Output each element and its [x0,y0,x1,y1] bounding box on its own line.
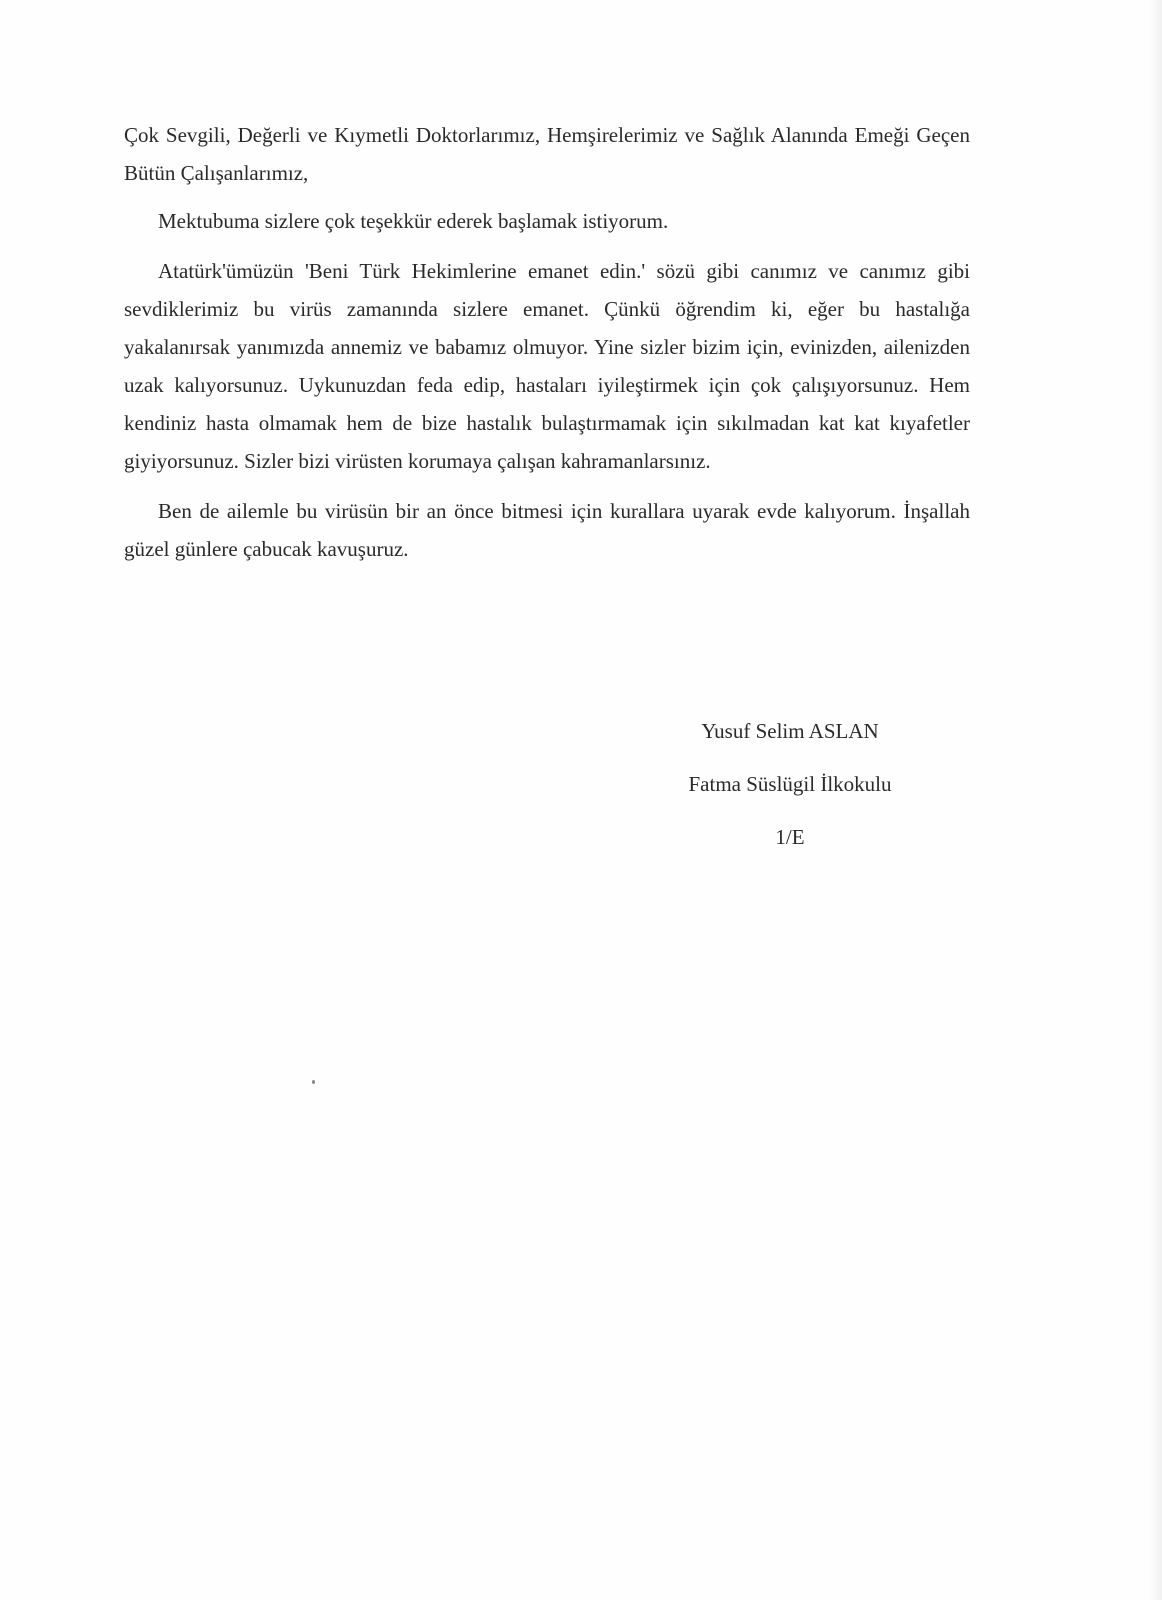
letter-paragraph-1: Mektubuma sizlere çok teşekkür ederek başlamak istiyorum. [158,209,669,233]
page-edge-shadow [1148,0,1162,1600]
letter-salutation: Çok Sevgili, Değerli ve Kıymetli Doktorlarımız, Hemşirelerimiz ve Sağlık Alanında Emeği Geçen Bütün Çalışanlarımız, [124,123,970,185]
signature-block [620,718,960,877]
signature-school: Fatma Süslügil İlkokulu [688,772,892,796]
scan-speck [312,1080,315,1084]
signature-name: Yusuf Selim ASLAN [701,719,879,743]
signature-class: 1/E [775,825,805,849]
letter-body [124,116,970,582]
letter-paragraph-2: Atatürk'ümüzün 'Beni Türk Hekimlerine emanet edin.' sözü gibi canımız ve canımız gibi sevdiklerimiz bu virüs zamanında sizlere emanet. Çünkü öğrendim ki, eğer bu hastalığa yakalanırsak yanımızda annemiz ve babamız olmuyor. Yine sizler bizim için, evinizden, ailenizden uzak kalıyorsunuz. Uykunuzdan feda edip, hastaları iyileştirmek için çok çalışıyorsunuz. Hem kendiniz hasta olmamak hem de bize hastalık bulaştırmamak için sıkılmadan kat kat kıyafetler giyiyorsunuz. Sizler bizi virüsten korumaya çalışan kahramanlarsınız. [124,259,970,473]
letter-paragraph-3: Ben de ailemle bu virüsün bir an önce bitmesi için kurallara uyarak evde kalıyorum. İnşallah güzel günlere çabucak kavuşuruz. [124,499,970,561]
